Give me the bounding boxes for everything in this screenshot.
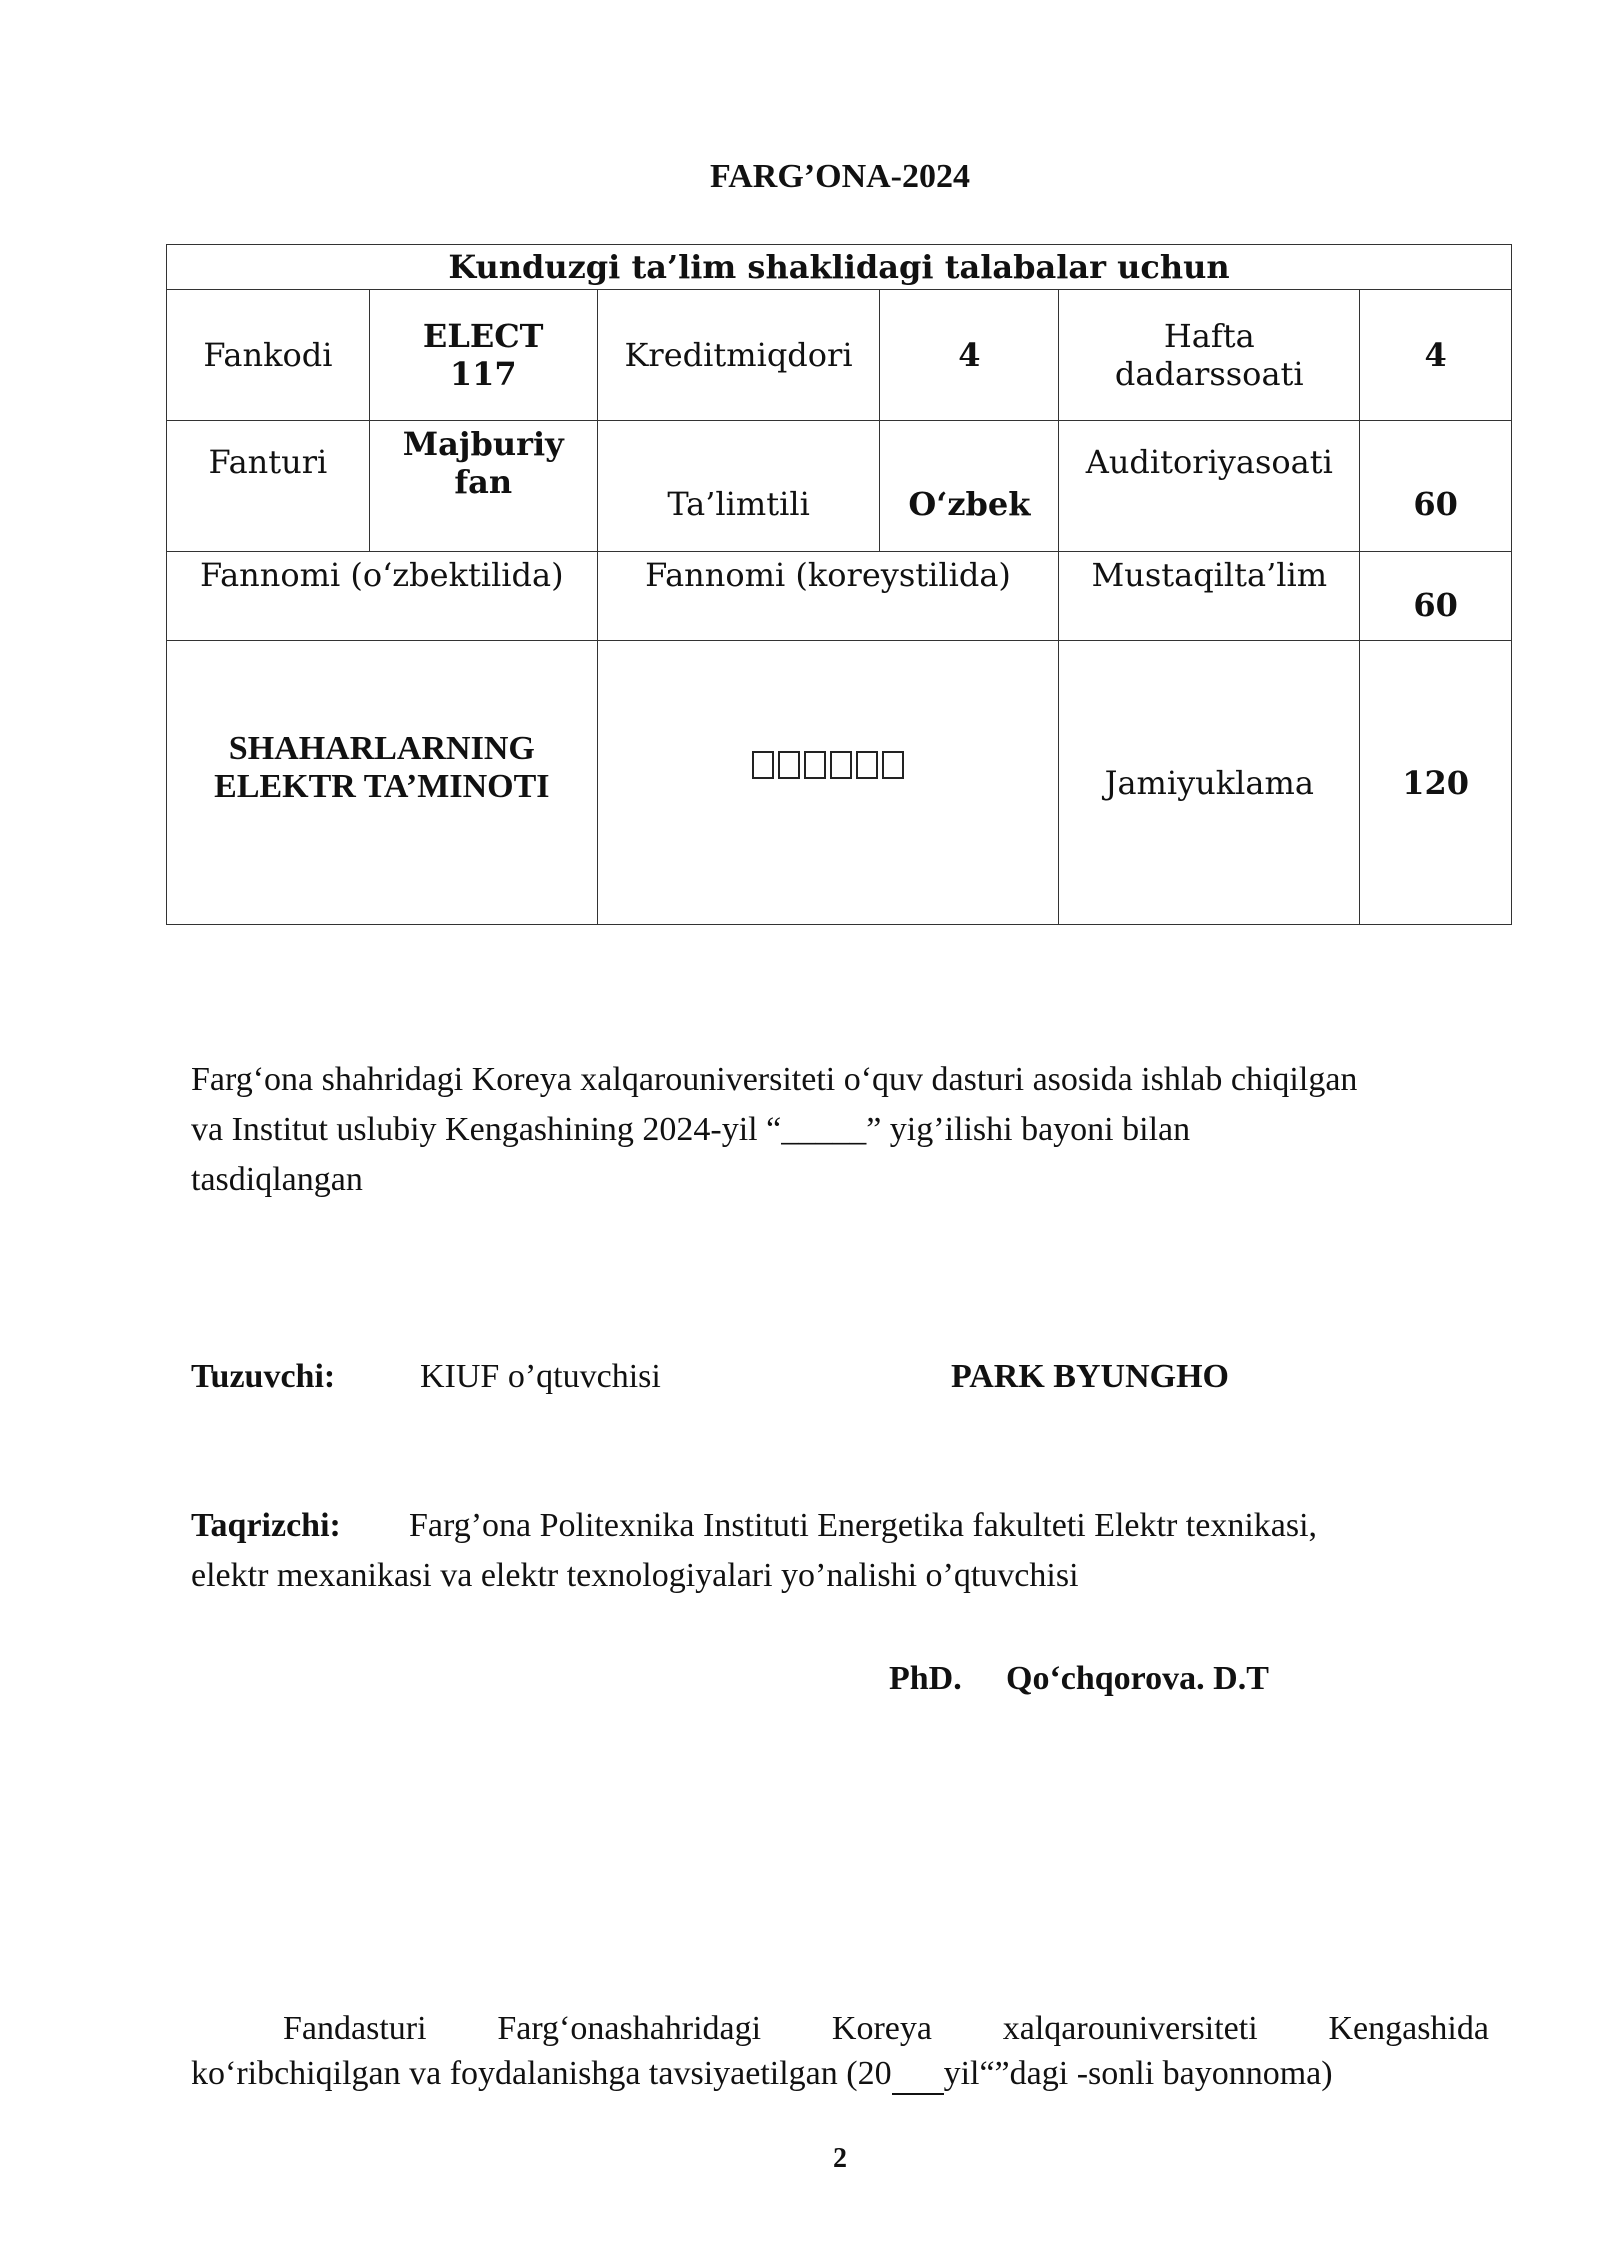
- closing-year-blank: [892, 2055, 944, 2095]
- page-number: 2: [833, 2143, 847, 2174]
- korean-text-missing-glyphs: [750, 744, 906, 782]
- author-label: Tuzuvchi:: [191, 1358, 336, 1395]
- classroom-hours-value: 60: [1360, 421, 1512, 552]
- subject-code-line1: ELECT: [422, 317, 544, 355]
- subject-type-value: [369, 421, 597, 552]
- closing-line1: [191, 2010, 1489, 2048]
- total-load-label: Jamiyuklama: [1059, 641, 1360, 925]
- reviewer-degree: PhD.: [889, 1660, 962, 1697]
- closing-word: Farg‘onashahridagi: [497, 2010, 762, 2047]
- subject-name-uz-line1: SHAHARLARNING: [228, 729, 535, 767]
- credit-value: 4: [880, 290, 1059, 421]
- approval-line2-end: ” yig’ilishi bayoni bilan: [866, 1111, 1191, 1148]
- language-value: O‘zbek: [880, 421, 1059, 552]
- independent-study-value: 60: [1360, 552, 1512, 641]
- subject-name-kr-value: [597, 641, 1059, 925]
- subject-name-uz-line2: ELEKTR TA’MINOTI: [214, 767, 550, 805]
- subject-name-uz-value: [167, 641, 598, 925]
- subject-type-line2: fan: [454, 463, 513, 501]
- closing-word: Kengashida: [1328, 2010, 1489, 2047]
- classroom-hours-label: Auditoriyasoati: [1059, 421, 1360, 552]
- approval-line2: [191, 1105, 1521, 1155]
- subject-type-line1: Majburiy: [402, 425, 564, 463]
- closing-word: xalqarouniversiteti: [1002, 2010, 1258, 2047]
- reviewer-name: Qo‘chqorova. D.T: [1006, 1660, 1269, 1697]
- approval-date-blank: _____: [781, 1111, 867, 1148]
- credit-label: Kreditmiqdori: [597, 290, 880, 421]
- subject-type-label: Fanturi: [167, 421, 370, 552]
- reviewer-affiliation-line1: Farg’ona Politexnika Instituti Energetika fakulteti Elektr texnikasi,: [409, 1507, 1318, 1544]
- language-label: Ta’limtili: [597, 421, 880, 552]
- approval-line1: Farg‘ona shahridagi Koreya xalqarouniversiteti o‘quv dasturi asosida ishlab chiqilgan: [191, 1061, 1358, 1098]
- document-title: FARG’ONA-2024: [710, 158, 970, 195]
- weekly-hours-value: 4: [1360, 290, 1512, 421]
- weekly-hours-label: [1059, 290, 1360, 421]
- weekly-hours-label-line1: Hafta: [1163, 317, 1255, 355]
- total-load-value: 120: [1360, 641, 1512, 925]
- subject-code-value: [369, 290, 597, 421]
- closing-line2: [191, 2055, 1333, 2095]
- closing-line2-start: ko‘ribchiqilgan va foydalanishga tavsiyaetilgan (20: [191, 2055, 892, 2092]
- author-name: PARK BYUNGHO: [951, 1358, 1229, 1395]
- reviewer-affiliation-line2: elektr mexanikasi va elektr texnologiyalari yo’nalishi o’qtuvchisi: [191, 1557, 1079, 1594]
- approval-line3: tasdiqlangan: [191, 1161, 363, 1198]
- reviewer-label: Taqrizchi:: [191, 1507, 341, 1544]
- author-role: KIUF o’qtuvchisi: [420, 1358, 661, 1395]
- subject-code-line2: 117: [449, 355, 517, 393]
- subject-name-kr-label: Fannomi (koreystilida): [597, 552, 1059, 641]
- closing-word: Koreya: [831, 2010, 932, 2047]
- subject-name-uz-label: Fannomi (o‘zbektilida): [167, 552, 598, 641]
- independent-study-label: Mustaqilta’lim: [1059, 552, 1360, 641]
- table-caption: Kunduzgi ta’lim shaklidagi talabalar uchun: [167, 245, 1512, 290]
- approval-line2-start: va Institut uslubiy Kengashining 2024-yil “: [191, 1111, 782, 1148]
- subject-code-label: Fankodi: [167, 290, 370, 421]
- closing-word: Fandasturi: [283, 2010, 427, 2047]
- weekly-hours-label-line2: dadarssoati: [1114, 355, 1304, 393]
- approval-paragraph: [191, 1055, 1521, 1205]
- closing-line2-end: yil“”dagi -sonli bayonnoma): [943, 2055, 1333, 2092]
- course-info-table: [166, 244, 1512, 925]
